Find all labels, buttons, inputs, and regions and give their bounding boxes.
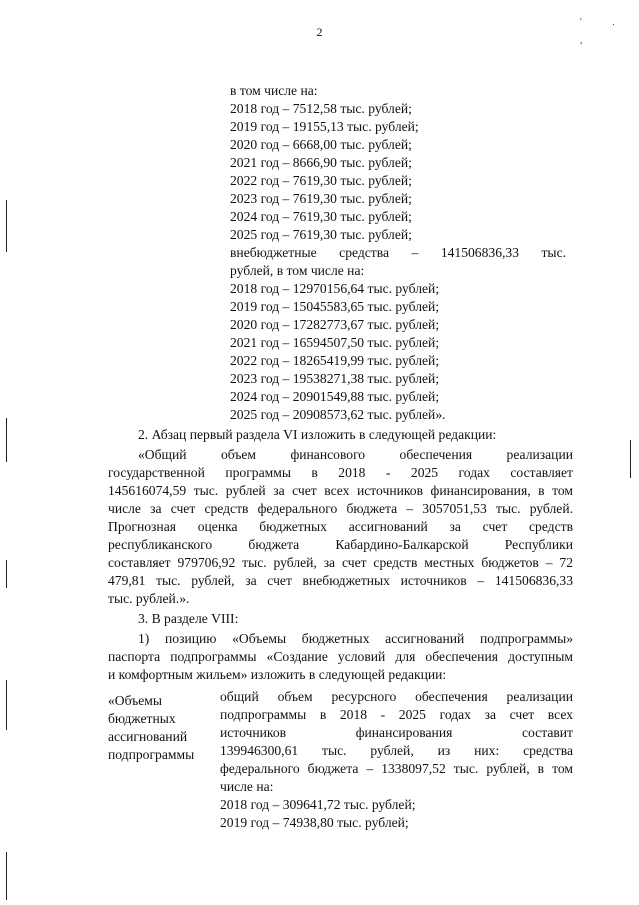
table-label-line: подпрограммы	[108, 747, 195, 762]
text-line: 2025 год – 20908573,62 тыс. рублей».	[230, 407, 446, 422]
text-line: 2021 год – 16594507,50 тыс. рублей;	[230, 335, 440, 350]
table-label-line: «Объемы	[108, 693, 162, 708]
text-line: 2020 год – 17282773,67 тыс. рублей;	[230, 317, 440, 332]
text-line: внебюджетные средства – 141506836,33 тыс.	[230, 245, 566, 260]
paragraph-line: Прогнозная оценка бюджетных ассигнований за счет средств	[108, 519, 573, 534]
page-number: 2	[316, 25, 323, 39]
paragraph-line: 479,81 тыс. рублей, за счет внебюджетных источников – 141506836,33	[108, 573, 573, 588]
text-line: 2020 год – 6668,00 тыс. рублей;	[230, 137, 412, 152]
paragraph-line: паспорта подпрограммы «Создание условий для обеспечения доступным	[108, 649, 573, 664]
text-line: 2021 год – 8666,90 тыс. рублей;	[230, 155, 412, 170]
text-line: 2018 год – 12970156,64 тыс. рублей;	[230, 281, 440, 296]
paragraph-line: государственной программы в 2018 - 2025 годах составляет	[108, 465, 573, 480]
text-line: 2023 год – 7619,30 тыс. рублей;	[230, 191, 412, 206]
table-value-line: числе на:	[220, 779, 274, 794]
table-value-line: источников финансирования составит	[220, 725, 573, 740]
paragraph-line: тыс. рублей.».	[108, 591, 190, 606]
text-line: 2019 год – 15045583,65 тыс. рублей;	[230, 299, 440, 314]
margin-mark	[6, 560, 7, 588]
text-line: 2019 год – 19155,13 тыс. рублей;	[230, 119, 419, 134]
margin-mark	[6, 418, 7, 462]
table-label-line: ассигнований	[108, 729, 188, 744]
paragraph-line: 1) позицию «Объемы бюджетных ассигнований подпрограммы»	[138, 631, 573, 646]
paragraph-line: республиканского бюджета Кабардино-Балкарской Республики	[108, 537, 573, 552]
table-value-line: 139946300,61 тыс. рублей, из них: средства	[220, 743, 573, 758]
section-heading: 2. Абзац первый раздела VI изложить в следующей редакции:	[138, 427, 497, 442]
table-value-line: федерального бюджета – 1338097,52 тыс. рублей, в том	[220, 761, 573, 776]
paragraph-line: «Общий объем финансового обеспечения реализации	[138, 447, 573, 462]
paragraph-line: составляет 979706,92 тыс. рублей, за счет средств местных бюджетов – 72	[108, 555, 573, 570]
table-value-line: подпрограммы в 2018 - 2025 годах за счет всех	[220, 707, 573, 722]
paragraph-line: и комфортным жильем» изложить в следующей редакции:	[108, 667, 447, 682]
margin-mark	[630, 440, 631, 478]
text-line: 2025 год – 7619,30 тыс. рублей;	[230, 227, 412, 242]
table-value-line: 2018 год – 309641,72 тыс. рублей;	[220, 797, 416, 812]
text-line: 2018 год – 7512,58 тыс. рублей;	[230, 101, 412, 116]
text-line: 2023 год – 19538271,38 тыс. рублей;	[230, 371, 440, 386]
scan-specks: ' . ,	[580, 17, 629, 46]
section-heading: 3. В разделе VIII:	[138, 611, 239, 626]
paragraph-line: 145616074,59 тыс. рублей за счет всех источников финансирования, в том	[108, 483, 573, 498]
margin-mark	[6, 200, 7, 252]
margin-mark	[6, 852, 7, 900]
margin-mark	[6, 680, 7, 730]
table-value-line: общий объем ресурсного обеспечения реализации	[220, 689, 573, 704]
text-line: 2022 год – 7619,30 тыс. рублей;	[230, 173, 412, 188]
table-value-line: 2019 год – 74938,80 тыс. рублей;	[220, 815, 409, 830]
text-line: рублей, в том числе на:	[230, 263, 365, 278]
paragraph-line: числе за счет средств федерального бюджета – 3057051,53 тыс. рублей.	[108, 501, 573, 516]
text-line: 2022 год – 18265419,99 тыс. рублей;	[230, 353, 440, 368]
text-line: в том числе на:	[230, 83, 318, 98]
table-label-line: бюджетных	[108, 711, 176, 726]
text-line: 2024 год – 20901549,88 тыс. рублей;	[230, 389, 440, 404]
text-line: 2024 год – 7619,30 тыс. рублей;	[230, 209, 412, 224]
